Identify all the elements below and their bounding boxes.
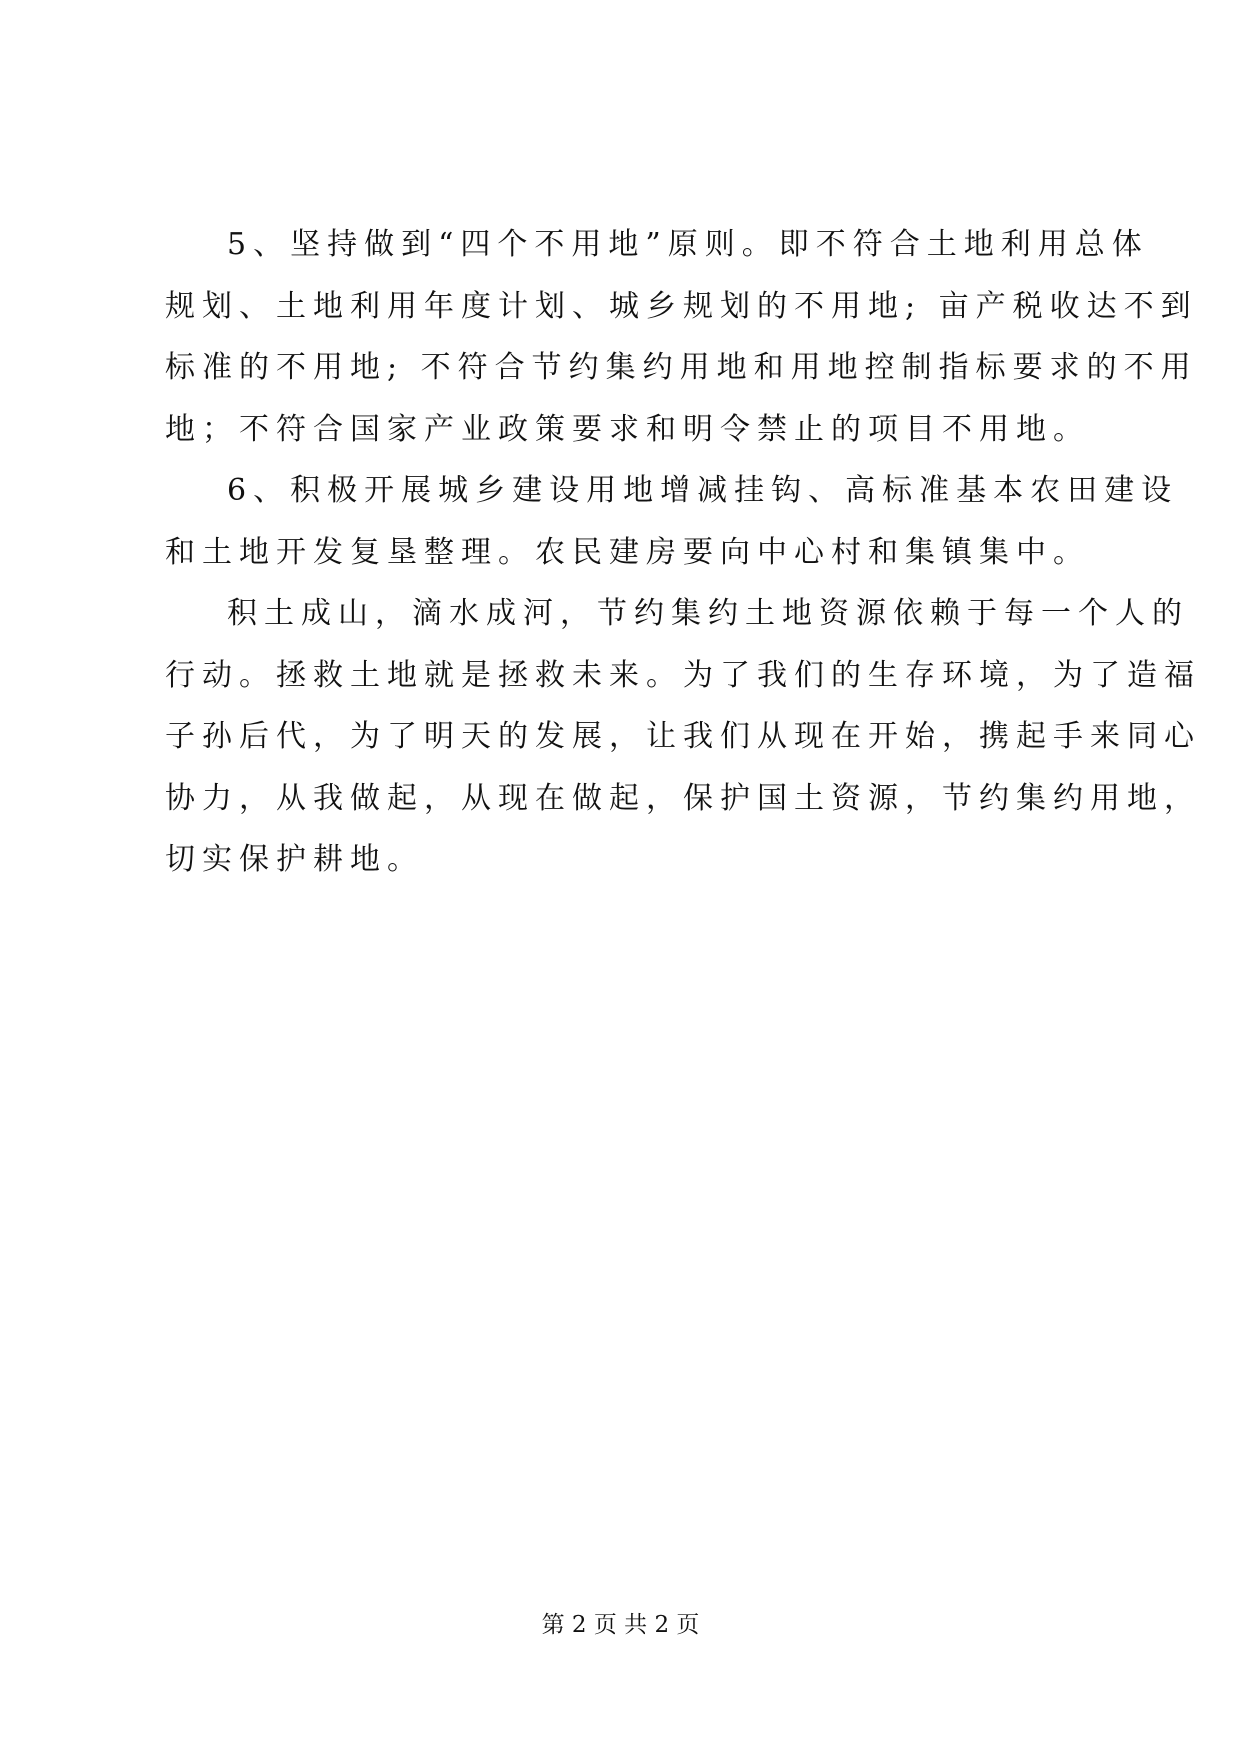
text-line: 切实保护耕地。 [165, 842, 424, 877]
text-line: 子孙后代，为了明天的发展，让我们从现在开始，携起手来同心 [165, 719, 1201, 754]
text-line: 积土成山，滴水成河，节约集约土地资源依赖于每一个人的 [227, 596, 1189, 631]
paragraph-principle-6 [165, 473, 1179, 599]
text-line: 地；不符合国家产业政策要求和明令禁止的项目不用地。 [165, 411, 1090, 447]
text-line: 规划、土地利用年度计划、城乡规划的不用地; 亩产税收达不到 [165, 288, 1198, 324]
paragraph-conclusion [165, 596, 1201, 907]
text-line: 5、坚持做到“四个不用地”原则。即不符合土地利用总体 [227, 227, 1149, 262]
text-line: 6、积极开展城乡建设用地增减挂钩、高标准基本农田建设 [227, 473, 1179, 508]
paragraph-principle-5 [165, 227, 1198, 476]
text-line: 标准的不用地; 不符合节约集约用地和用地控制指标要求的不用 [165, 350, 1198, 385]
document-body [165, 227, 1201, 907]
page-number-footer: 第 2 页 共 2 页 [541, 1612, 700, 1638]
text-line: 和土地开发复垦整理。农民建房要向中心村和集镇集中。 [165, 534, 1090, 570]
text-line: 协力，从我做起，从现在做起，保护国土资源，节约集约用地， [165, 780, 1201, 816]
text-line: 行动。拯救土地就是拯救未来。为了我们的生存环境，为了造福 [165, 657, 1201, 693]
